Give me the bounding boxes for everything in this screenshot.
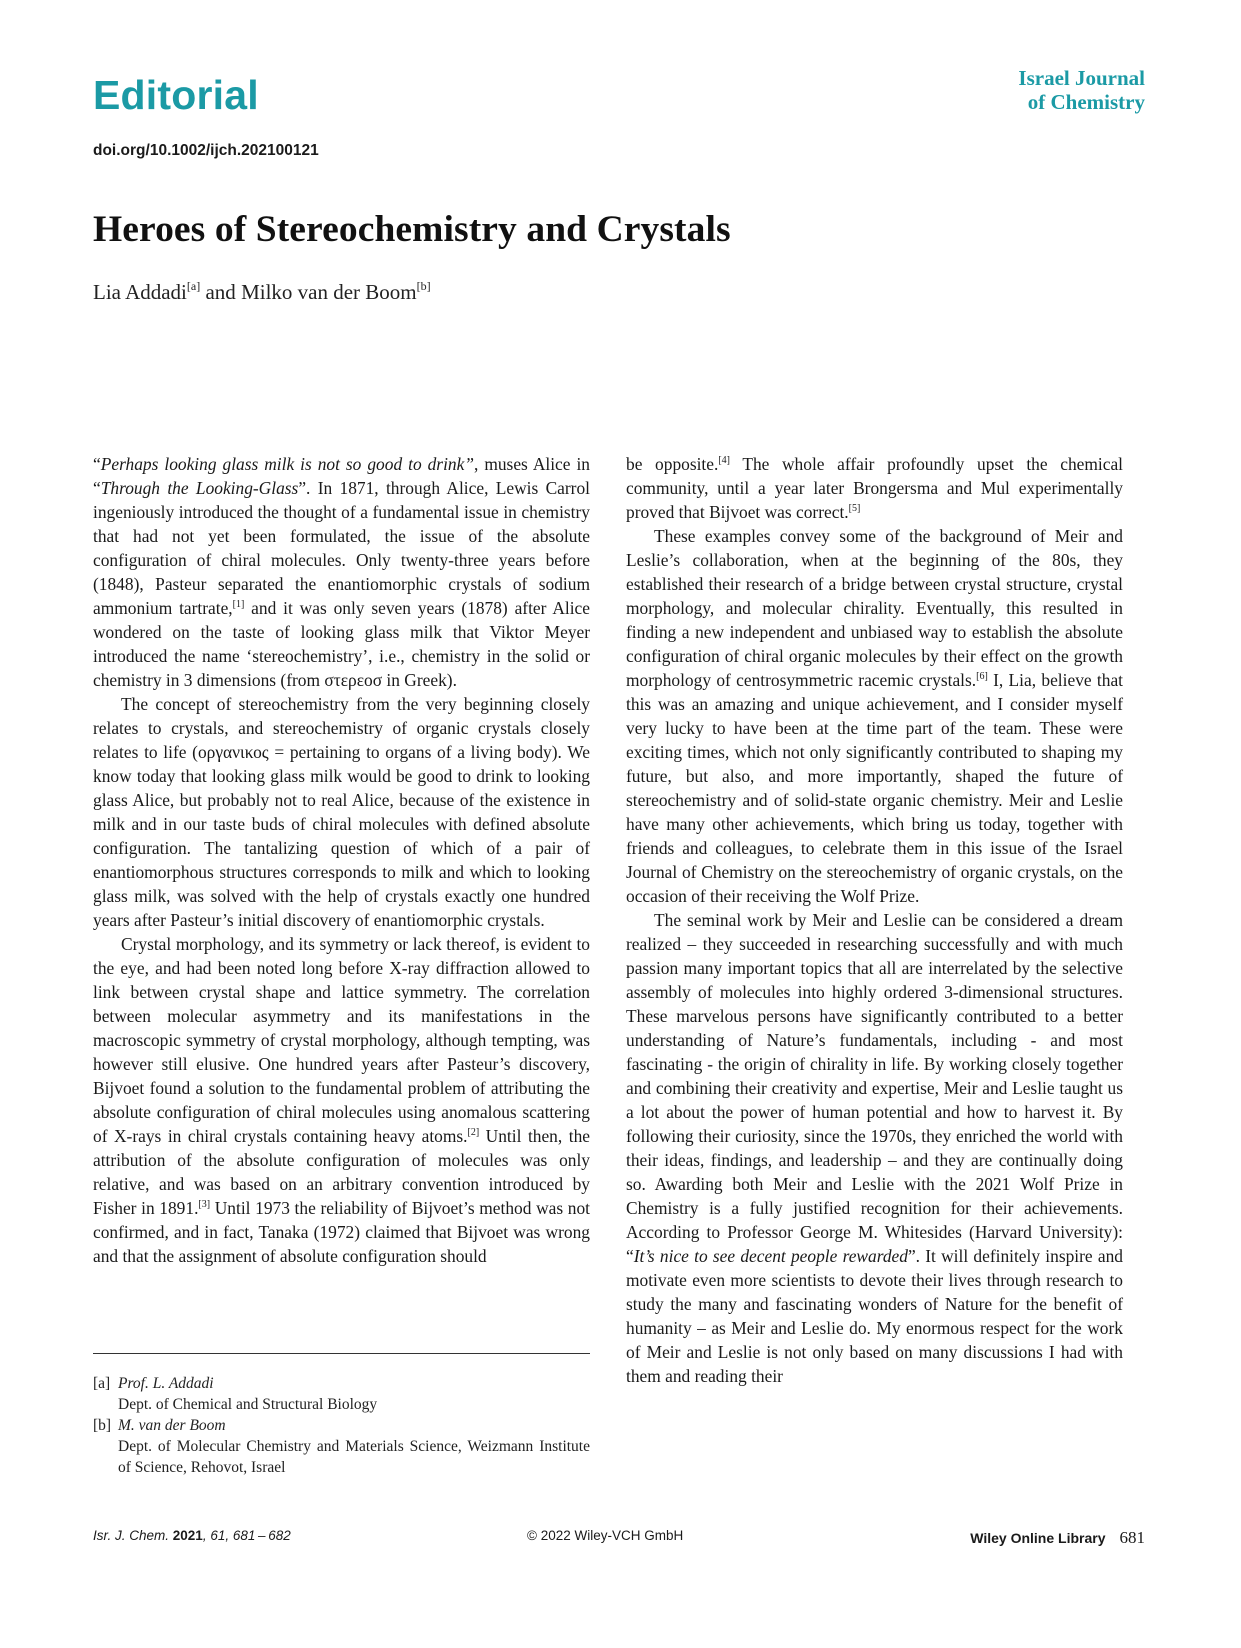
journal-name-line1: Israel Journal	[1018, 66, 1145, 90]
affiliation-tag: [a]	[93, 1375, 111, 1392]
journal-name-line2: of Chemistry	[1027, 90, 1145, 114]
author-separator: and	[200, 280, 242, 304]
citation-ref[interactable]: [2]	[467, 1127, 480, 1138]
paragraph: These examples convey some of the background of Meir and Leslie’s collaboration, when at the beginning of the 80s, they established their research of a bridge between crystal structure, crystal morphology, and molecular chirality. Eventually, this resulted in finding a new independent and unbiased way to establish the absolute configuration of chiral organic molecules by their effect on the growth morphology of centrosymmetric racemic crystals.[6] I, Lia, believe that this was an amazing and unique achievement, and I consider myself very lucky to have been at the time part of the team. These were exciting times, which not only significantly contributed to shaping my future, but also, and more importantly, shaped the future of stereochemistry and of solid-state organic chemistry. Meir and Leslie have many other achievements, which bring us today, together with friends and colleagues, to celebrate them in this issue of the Israel Journal of Chemistry on the stereochemistry of organic crystals, on the occasion of their receiving the Wolf Prize.	[626, 526, 1123, 906]
affiliation-dept: Dept. of Chemical and Structural Biology	[118, 1396, 378, 1413]
doi-link[interactable]: doi.org/10.1002/ijch.202100121	[93, 142, 319, 159]
citation-ref[interactable]: [4]	[718, 455, 730, 466]
article-title: Heroes of Stereochemistry and Crystals	[93, 209, 731, 250]
footer-library	[970, 1528, 1145, 1548]
quote-italic: It’s nice to see decent people rewarded	[633, 1246, 908, 1266]
paragraph: “Perhaps looking glass milk is not so good to drink”, muses Alice in “Through the Looking-Glass”. In 1871, through Alice, Lewis Carrol ingeniously introduced the thought of a fundamental issue in chemistry that had not yet been formulated, the issue of the absolute configuration of chiral molecules. Only twenty-three years before (1848), Pasteur separated the enantiomorphic crystals of sodium ammonium tartrate,[1] and it was only seven years (1878) after Alice wondered on the taste of looking glass milk that Viktor Meyer introduced the name ‘stereochemistry’, i.e., chemistry in the solid or chemistry in 3 dimensions (from στερεοσ in Greek).	[93, 454, 590, 690]
author-line	[93, 279, 431, 305]
affiliation-name: M. van der Boom	[118, 1417, 226, 1434]
library-link[interactable]: Wiley Online Library	[970, 1530, 1106, 1546]
citation-ref[interactable]: [6]	[976, 671, 988, 682]
body-column-left	[93, 452, 590, 1268]
section-label: Editorial	[93, 72, 259, 118]
book-title: Through the Looking-Glass	[100, 478, 299, 498]
body-column-right	[626, 452, 1123, 1388]
journal-logo	[945, 66, 1145, 114]
author-name: Milko van der Boom	[241, 280, 417, 304]
paragraph: Crystal morphology, and its symmetry or lack thereof, is evident to the eye, and had been noted long before X-ray diffraction allowed to link between crystal shape and lattice symmetry. The correlation between molecular asymmetry and its manifestations in the macroscopic symmetry of crystal morphology, although tempting, was however still elusive. One hundred years after Pasteur’s discovery, Bijvoet found a solution to the fundamental problem of attributing the absolute configuration of chiral molecules using anomalous scattering of X-rays in chiral crystals containing heavy atoms.[2] Until then, the attribution of the absolute configuration of molecules was only relative, and was based on an arbitrary convention introduced by Fisher in 1891.[3] Until 1973 the reliability of Bijvoet’s method was not confirmed, and in fact, Tanaka (1972) claimed that Bijvoet was wrong and that the assignment of absolute configuration should	[93, 934, 590, 1266]
affiliation-b	[93, 1415, 590, 1436]
paragraph: The concept of stereochemistry from the very beginning closely relates to crystals, and stereochemistry of organic crystals closely relates to life (οργανικος = pertaining to organs of a living body). We know today that looking glass milk would be good to drink to looking glass Alice, but probably not to real Alice, because of the existence in milk and in our taste buds of chiral molecules with defined absolute configuration. The tantalizing question of which of a pair of enantiomorphous structures corresponds to milk and which to looking glass milk, was solved with the help of crystals exactly one hundred years after Pasteur’s initial discovery of enantiomorphic crystals.	[93, 694, 590, 930]
affiliations	[93, 1373, 590, 1478]
page-number: 681	[1119, 1528, 1145, 1547]
footer-citation: Isr. J. Chem. 2021, 61, 681 – 682	[93, 1528, 291, 1543]
footnote-divider	[93, 1353, 590, 1354]
quote-italic: Perhaps looking glass milk is not so good to drink”	[100, 454, 474, 474]
affiliation-marker[interactable]: [b]	[416, 279, 431, 293]
citation-ref[interactable]: [3]	[198, 1199, 211, 1210]
citation-year: 2021	[172, 1528, 203, 1543]
paragraph: The seminal work by Meir and Leslie can be considered a dream realized – they succeeded in researching successfully and with much passion many important topics that all are interrelated by the selective assembly of molecules into highly ordered 3-dimensional structures. These marvelous persons have significantly contributed to a better understanding of Nature’s fundamentals, including - and most fascinating - the origin of chirality in life. By working closely together and combining their creativity and expertise, Meir and Leslie taught us a lot about the power of human potential and how to harvest it. By following their curiosity, since the 1970s, they enriched the world with their ideas, findings, and leadership – and they are continually doing so. Awarding both Meir and Leslie with the 2021 Wolf Prize in Chemistry is a fully justified recognition for their achievements. According to Professor George M. Whitesides (Harvard University): “It’s nice to see decent people rewarded”. It will definitely inspire and motivate even more scientists to devote their lives through research to study the many and fascinating wonders of Nature for the benefit of humanity – as Meir and Leslie do. My enormous respect for the work of Meir and Leslie is not only based on many discussions I had with them and reading their	[626, 910, 1123, 1386]
paragraph: be opposite.[4] The whole affair profoundly upset the chemical community, until a year later Brongersma and Mul experimentally proved that Bijvoet was correct.[5]	[626, 454, 1123, 522]
footer-copyright: © 2022 Wiley-VCH GmbH	[527, 1528, 684, 1543]
affiliation-name: Prof. L. Addadi	[118, 1375, 214, 1392]
affiliation-marker[interactable]: [a]	[186, 279, 201, 293]
citation-ref[interactable]: [1]	[232, 599, 245, 610]
affiliation-tag: [b]	[93, 1417, 112, 1434]
affiliation-dept: Dept. of Molecular Chemistry and Materials Science, Weizmann Institute of Science, Rehovot, Israel	[118, 1438, 590, 1476]
affiliation-a	[93, 1373, 590, 1394]
author-name: Lia Addadi	[93, 280, 187, 304]
citation-ref[interactable]: [5]	[848, 503, 861, 514]
